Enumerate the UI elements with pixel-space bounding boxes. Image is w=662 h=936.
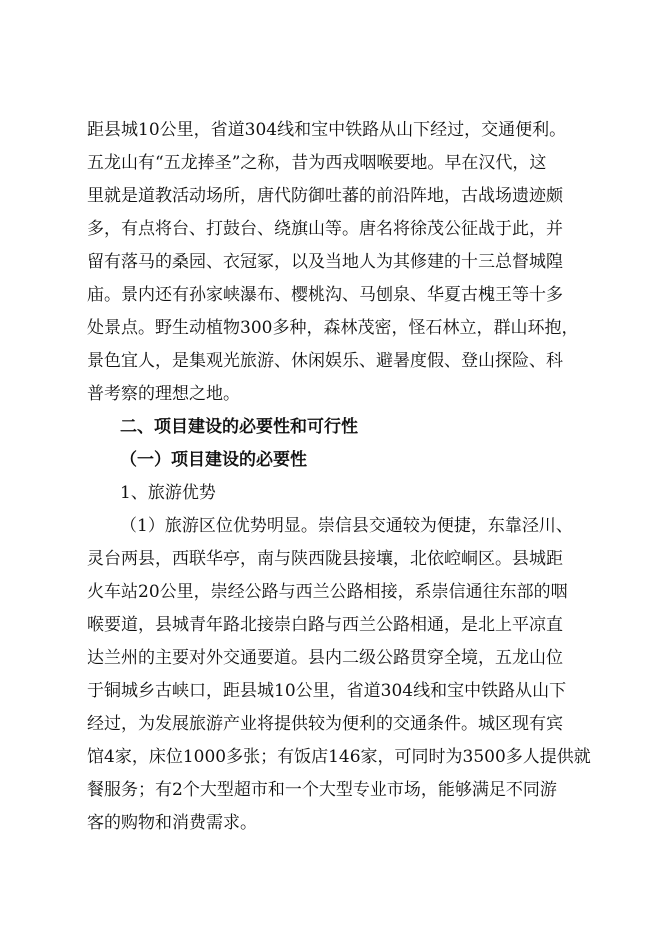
body-line-18: 于铜城乡古峡口，距县城10公里，省道304线和宝中铁路从山下 xyxy=(87,681,567,701)
body-line-14: 灵台两县，西联华亭，南与陕西陇县接壤，北依崆峒区。县城距 xyxy=(87,549,563,569)
body-line-21: 餐服务；有2个大型超市和一个大型专业市场，能够满足不同游 xyxy=(87,780,557,800)
body-line-19: 经过，为发展旅游产业将提供较为便利的交通条件。城区现有宾 xyxy=(87,714,563,734)
body-line-3: 里就是道教活动场所，唐代防御吐蕃的前沿阵地，古战场遗迹颇 xyxy=(87,186,563,206)
body-line-15: 火车站20公里，崇经公路与西兰公路相接，系崇信通往东部的咽 xyxy=(87,582,568,602)
body-line-17: 达兰州的主要对外交通要道。县内二级公路贯穿全境，五龙山位 xyxy=(87,648,563,668)
body-line-2: 五龙山有“五龙捧圣”之称，昔为西戎咽喉要地。早在汉代，这 xyxy=(87,153,547,173)
body-line-7: 处景点。野生动植物300多种，森林茂密，怪石林立，群山环抱， xyxy=(87,318,579,338)
body-line-5: 留有落马的桑园、衣冠冢，以及当地人为其修建的十三总督城隍 xyxy=(87,252,563,272)
body-line-1: 距县城10公里，省道304线和宝中铁路从山下经过，交通便利。 xyxy=(87,120,567,140)
body-line-22: 客的购物和消费需求。 xyxy=(87,813,257,833)
body-line-9: 普考察的理想之地。 xyxy=(87,384,240,404)
subsection-heading: （一）项目建设的必要性 xyxy=(120,450,307,470)
item-heading: 1、旅游优势 xyxy=(120,483,216,503)
body-line-13: （1）旅游区位优势明显。崇信县交通较为便捷，东靠泾川、 xyxy=(120,516,573,536)
body-line-4: 多，有点将台、打鼓台、绕旗山等。唐名将徐茂公征战于此，并 xyxy=(87,219,563,239)
body-line-20: 馆4家，床位1000多张；有饭店146家，可同时为3500多人提供就 xyxy=(87,747,591,767)
body-line-8: 景色宜人，是集观光旅游、休闲娱乐、避暑度假、登山探险、科 xyxy=(87,351,563,371)
body-line-6: 庙。景内还有孙家峡瀑布、樱桃沟、马刨泉、华夏古槐王等十多 xyxy=(87,285,563,305)
section-heading: 二、项目建设的必要性和可行性 xyxy=(120,417,358,437)
body-line-16: 喉要道，县城青年路北接崇白路与西兰公路相通，是北上平凉直 xyxy=(87,615,563,635)
